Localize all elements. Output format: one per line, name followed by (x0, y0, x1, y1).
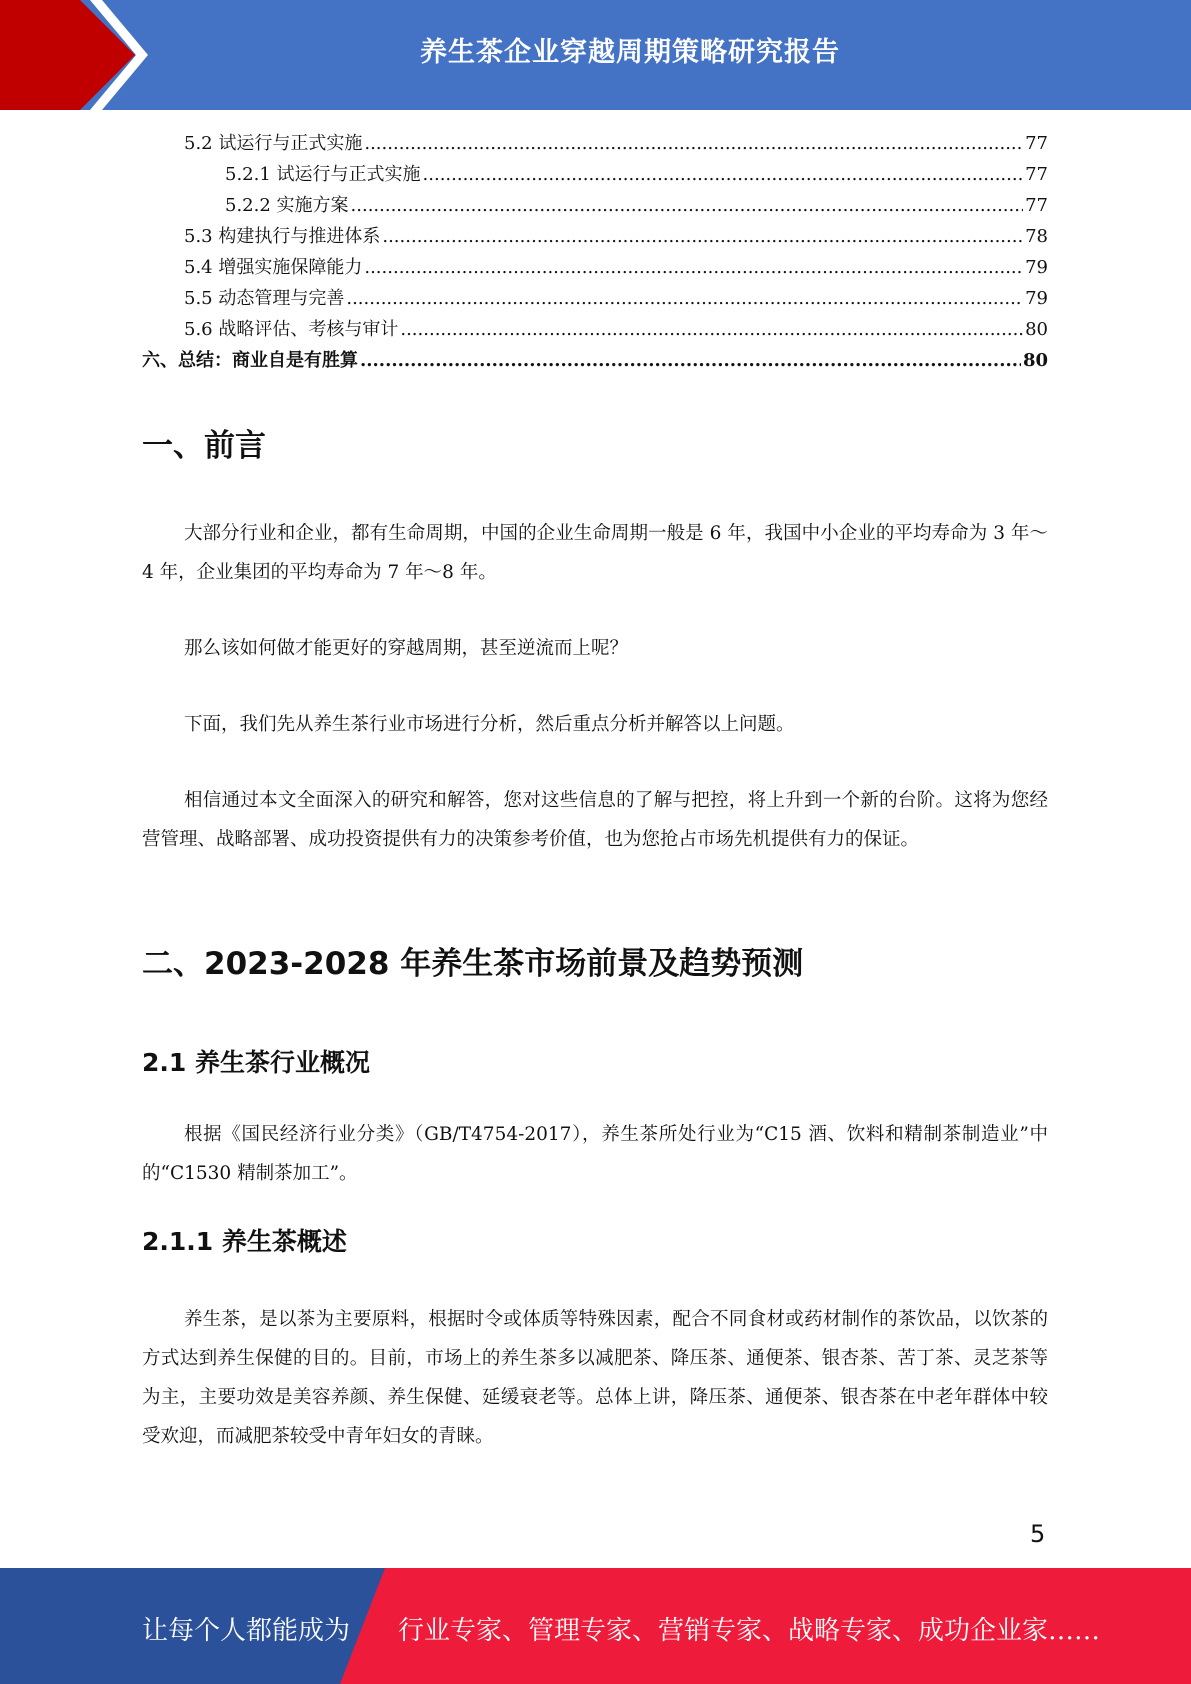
toc-entry-label: 5.4 增强实施保障能力 (184, 257, 363, 278)
toc-entry-label: 5.6 战略评估、考核与审计 (184, 319, 399, 340)
paragraph: 根据《国民经济行业分类》（GB/T4754-2017），养生茶所处行业为“C15 酒、饮料和精制茶制造业”中的“C1530 精制茶加工”。 (142, 1124, 1048, 1184)
paragraph: 养生茶，是以茶为主要原料，根据时令或体质等特殊因素，配合不同食材或药材制作的茶饮品，以饮茶的方式达到养生保健的目的。目前，市场上的养生茶多以减肥茶、降压茶、通便茶、银杏茶、苦丁茶、灵芝茶等为主，主要功效是美容养颜、养生保健、延缓衰老等。总体上讲，降压茶、通便茶、银杏茶在中老年群体中较受欢迎，而减肥茶较受中青年妇女的青睐。 (142, 1309, 1048, 1447)
toc-entry[interactable] (142, 314, 1048, 345)
toc-entry-page: 79 (1025, 288, 1048, 309)
toc-entry-page: 78 (1025, 226, 1048, 247)
toc-entry-page: 79 (1025, 257, 1048, 278)
toc-entry-label: 5.3 构建执行与推进体系 (184, 226, 381, 247)
toc-entry[interactable] (142, 221, 1048, 252)
toc-entry[interactable] (142, 190, 1048, 221)
page-header (0, 0, 1191, 110)
toc-leader (382, 221, 1023, 252)
toc-leader (360, 345, 1021, 376)
toc-leader (423, 159, 1024, 190)
toc-entry-page: 77 (1025, 133, 1048, 154)
toc-entry-page: 77 (1025, 164, 1048, 185)
table-of-contents (142, 128, 1048, 376)
section-heading-preface: 一、前言 (142, 428, 266, 464)
report-title: 养生茶企业穿越周期策略研究报告 (420, 37, 840, 68)
paragraph: 下面，我们先从养生茶行业市场进行分析，然后重点分析并解答以上问题。 (184, 714, 795, 735)
toc-entry-label: 5.5 动态管理与完善 (184, 288, 345, 309)
page-number: 5 (1030, 1520, 1046, 1548)
toc-entry[interactable] (142, 128, 1048, 159)
subsection-heading: 2.1 养生茶行业概况 (142, 1048, 370, 1077)
paragraph: 那么该如何做才能更好的穿越周期，甚至逆流而上呢？ (184, 638, 629, 659)
paragraph: 大部分行业和企业，都有生命周期，中国的企业生命周期一般是 6 年，我国中小企业的平均寿命为 3 年～4 年，企业集团的平均寿命为 7 年～8 年。 (142, 523, 1048, 583)
toc-leader (364, 252, 1023, 283)
toc-leader (364, 128, 1023, 159)
footer-slogan-left: 让每个人都能成为 (142, 1616, 351, 1646)
page-footer (0, 1568, 1191, 1684)
section-heading-market: 二、2023-2028 年养生茶市场前景及趋势预测 (142, 946, 804, 982)
toc-entry[interactable] (142, 283, 1048, 314)
toc-entry-page: 77 (1025, 195, 1048, 216)
toc-leader (351, 190, 1024, 221)
toc-leader (400, 314, 1023, 345)
toc-entry-page: 80 (1025, 319, 1048, 340)
toc-entry-label: 5.2.1 试运行与正式实施 (225, 164, 421, 185)
footer-slogan-right: 行业专家、管理专家、营销专家、战略专家、成功企业家…… (398, 1616, 1101, 1646)
toc-leader (346, 283, 1023, 314)
toc-entry-label: 5.2 试运行与正式实施 (184, 133, 363, 154)
toc-entry-label: 六、总结：商业自是有胜算 (142, 350, 358, 371)
paragraph: 相信通过本文全面深入的研究和解答，您对这些信息的了解与把控，将上升到一个新的台阶。这将为您经营管理、战略部署、成功投资提供有力的决策参考价值，也为您抢占市场先机提供有力的保证。 (142, 790, 1048, 850)
toc-entry-page: 80 (1022, 350, 1048, 371)
toc-entry[interactable] (142, 159, 1048, 190)
toc-entry-label: 5.2.2 实施方案 (225, 195, 349, 216)
subsection-heading: 2.1.1 养生茶概述 (142, 1227, 347, 1256)
toc-entry[interactable] (142, 345, 1048, 376)
toc-entry[interactable] (142, 252, 1048, 283)
